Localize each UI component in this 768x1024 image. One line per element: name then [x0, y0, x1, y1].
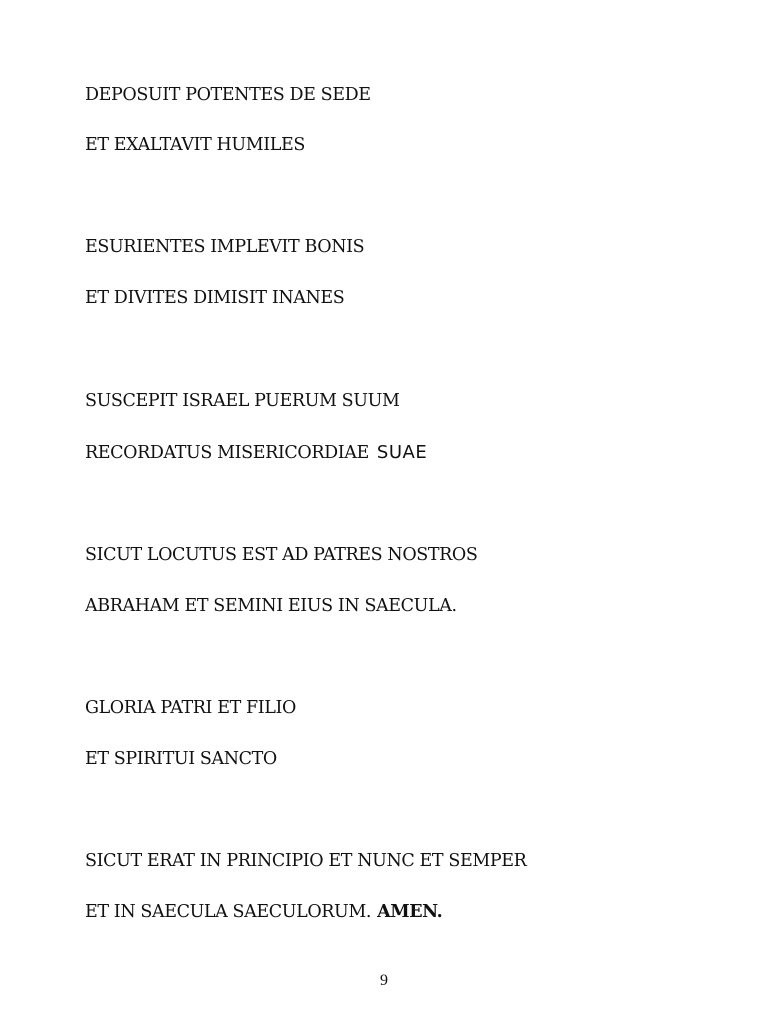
- verse-line-6: [85, 443, 427, 463]
- verse-line-6-suae: SUAE: [376, 442, 428, 463]
- verse-line-6-text: RECORDATUS MISERICORDIAE: [85, 443, 369, 463]
- verse-line-11: SICUT ERAT IN PRINCIPIO ET NUNC ET SEMPER: [85, 851, 527, 871]
- page-number: 9: [380, 972, 388, 989]
- verse-line-1: DEPOSUIT POTENTES DE SEDE: [85, 85, 371, 105]
- verse-line-12-text: ET IN SAECULA SAECULORUM.: [85, 902, 372, 922]
- verse-line-8: ABRAHAM ET SEMINI EIUS IN SAECULA.: [85, 596, 457, 616]
- verse-line-3: ESURIENTES IMPLEVIT BONIS: [85, 237, 365, 257]
- verse-line-12: [85, 902, 442, 922]
- verse-line-4: ET DIVITES DIMISIT INANES: [85, 288, 345, 308]
- verse-line-9: GLORIA PATRI ET FILIO: [85, 698, 296, 718]
- verse-line-2: ET EXALTAVIT HUMILES: [85, 135, 305, 155]
- verse-line-10: ET SPIRITUI SANCTO: [85, 749, 277, 769]
- verse-line-5: SUSCEPIT ISRAEL PUERUM SUUM: [85, 391, 400, 411]
- verse-line-7: SICUT LOCUTUS EST AD PATRES NOSTROS: [85, 545, 478, 565]
- amen-text: AMEN.: [377, 902, 443, 922]
